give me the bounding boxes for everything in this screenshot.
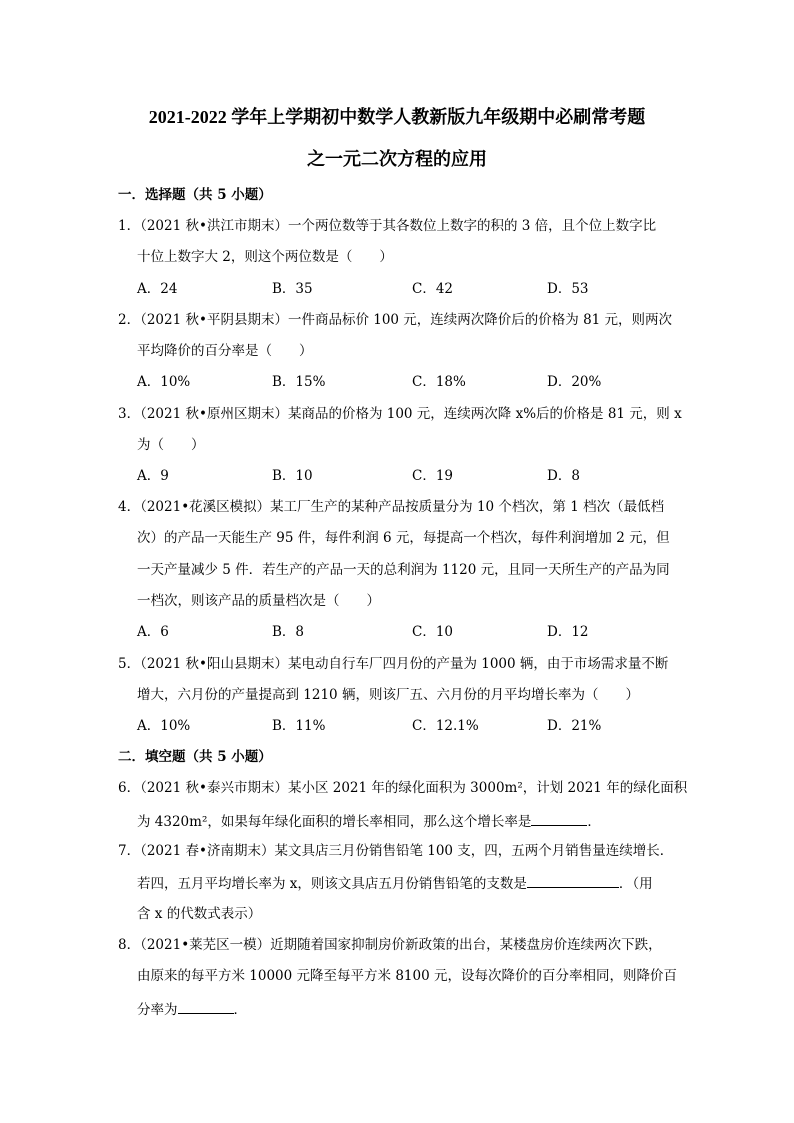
section-heading-choice: 一．选择题（共 5 小题） [118,187,272,203]
question-3-option-a: A．9 [137,468,169,484]
question-1-option-c: C．42 [412,281,454,297]
question-6-end: ． [587,814,601,830]
question-7-line-1: 7．（2021 春•济南期末）某文具店三月份销售铅笔 100 支，四，五两个月销售量连续增长． [118,843,674,859]
question-7-answer-blank [527,873,619,888]
question-7-line-3: 含 x 的代数式表示） [137,906,262,922]
question-4-line-3: 一天产量减少 5 件．若生产的产品一天的总利润为 1120 元，且同一天所生产的产品为同 [137,562,670,578]
question-8-line-1: 8．（2021•莱芜区一模）近期随着国家抑制房价新政策的出台，某楼盘房价连续两次下跌， [118,937,662,953]
question-2-option-a: A．10% [137,374,191,390]
question-5-line-2: 增大，六月份的产量提高到 1210 辆，则该厂五、六月份的月平均增长率为（ ） [137,687,639,703]
question-3-line-1: 3．（2021 秋•原州区期末）某商品的价格为 100 元，连续两次降 x%后的价格是 81 元，则 x [118,406,682,422]
question-1-line-1: 1．（2021 秋•洪江市期末）一个两位数等于其各数位上数字的积的 3 倍，且个位上数字比 [118,218,657,234]
question-6-line-2 [137,811,601,831]
question-5-line-1: 5．（2021 秋•阳山县期末）某电动自行车厂四月份的产量为 1000 辆，由于市场需求量不断 [118,656,669,672]
question-8-line-2: 由原来的每平方米 10000 元降至每平方米 8100 元，设每次降价的百分率相同，则降价百 [137,968,677,984]
question-5-option-c: C．12.1% [412,718,479,734]
question-1-option-a: A．24 [137,281,178,297]
question-3-line-2: 为（ ） [137,437,205,453]
question-6-line-1: 6．（2021 秋•泰兴市期末）某小区 2021 年的绿化面积为 3000m²，计划 2021 年的绿化面积 [118,780,688,796]
title-line-2: 之一元二次方程的应用 [307,149,487,169]
question-4-line-4: 一档次，则该产品的质量档次是（ ） [137,593,380,609]
section-heading-fill-in: 二．填空题（共 5 小题） [118,749,272,765]
question-4-option-b: B．8 [272,624,305,640]
question-4-line-1: 4．（2021•花溪区模拟）某工厂生产的某种产品按质量分为 10 个档次，第 1 档次（最低档 [118,499,665,515]
question-8-end: ． [233,1002,247,1018]
question-5-option-d: D．21% [547,718,602,734]
question-6-answer-blank [531,811,587,826]
question-2-option-d: D．20% [547,374,602,390]
question-4-line-2: 次）的产品一天能生产 95 件，每件利润 6 元，每提高一个档次，每件利润增加 2 元，但 [137,530,670,546]
question-7-end: ．（用 [618,876,653,892]
question-8-text: 分率为 [137,1002,178,1018]
question-5-option-a: A．10% [137,718,191,734]
question-8-answer-blank [178,999,234,1014]
question-1-option-b: B．35 [272,281,313,297]
question-2-option-b: B．15% [272,374,326,390]
question-1-option-d: D．53 [547,281,589,297]
question-6-text: 为 4320m²，如果每年绿化面积的增长率相同，那么这个增长率是 [137,814,532,830]
question-3-option-d: D．8 [547,468,580,484]
title-line-1: 2021-2022 学年上学期初中数学人教新版九年级期中必刷常考题 [148,107,646,127]
question-2-line-1: 2．（2021 秋•平阴县期末）一件商品标价 100 元，连续两次降价后的价格为 81 元，则两次 [118,312,673,328]
question-4-option-d: D．12 [547,624,589,640]
question-7-text: 若四，五月平均增长率为 x，则该文具店五月份销售铅笔的支数是 [137,876,527,892]
question-5-option-b: B．11% [272,718,326,734]
question-2-line-2: 平均降价的百分率是（ ） [137,343,313,359]
question-3-option-c: C．19 [412,468,454,484]
question-4-option-a: A．6 [137,624,169,640]
question-1-line-2: 十位上数字大 2，则这个两位数是（ ） [137,249,393,265]
question-8-line-3 [137,999,247,1019]
question-2-option-c: C．18% [412,374,466,390]
question-7-line-2 [137,873,653,893]
question-3-option-b: B．10 [272,468,313,484]
question-4-option-c: C．10 [412,624,454,640]
